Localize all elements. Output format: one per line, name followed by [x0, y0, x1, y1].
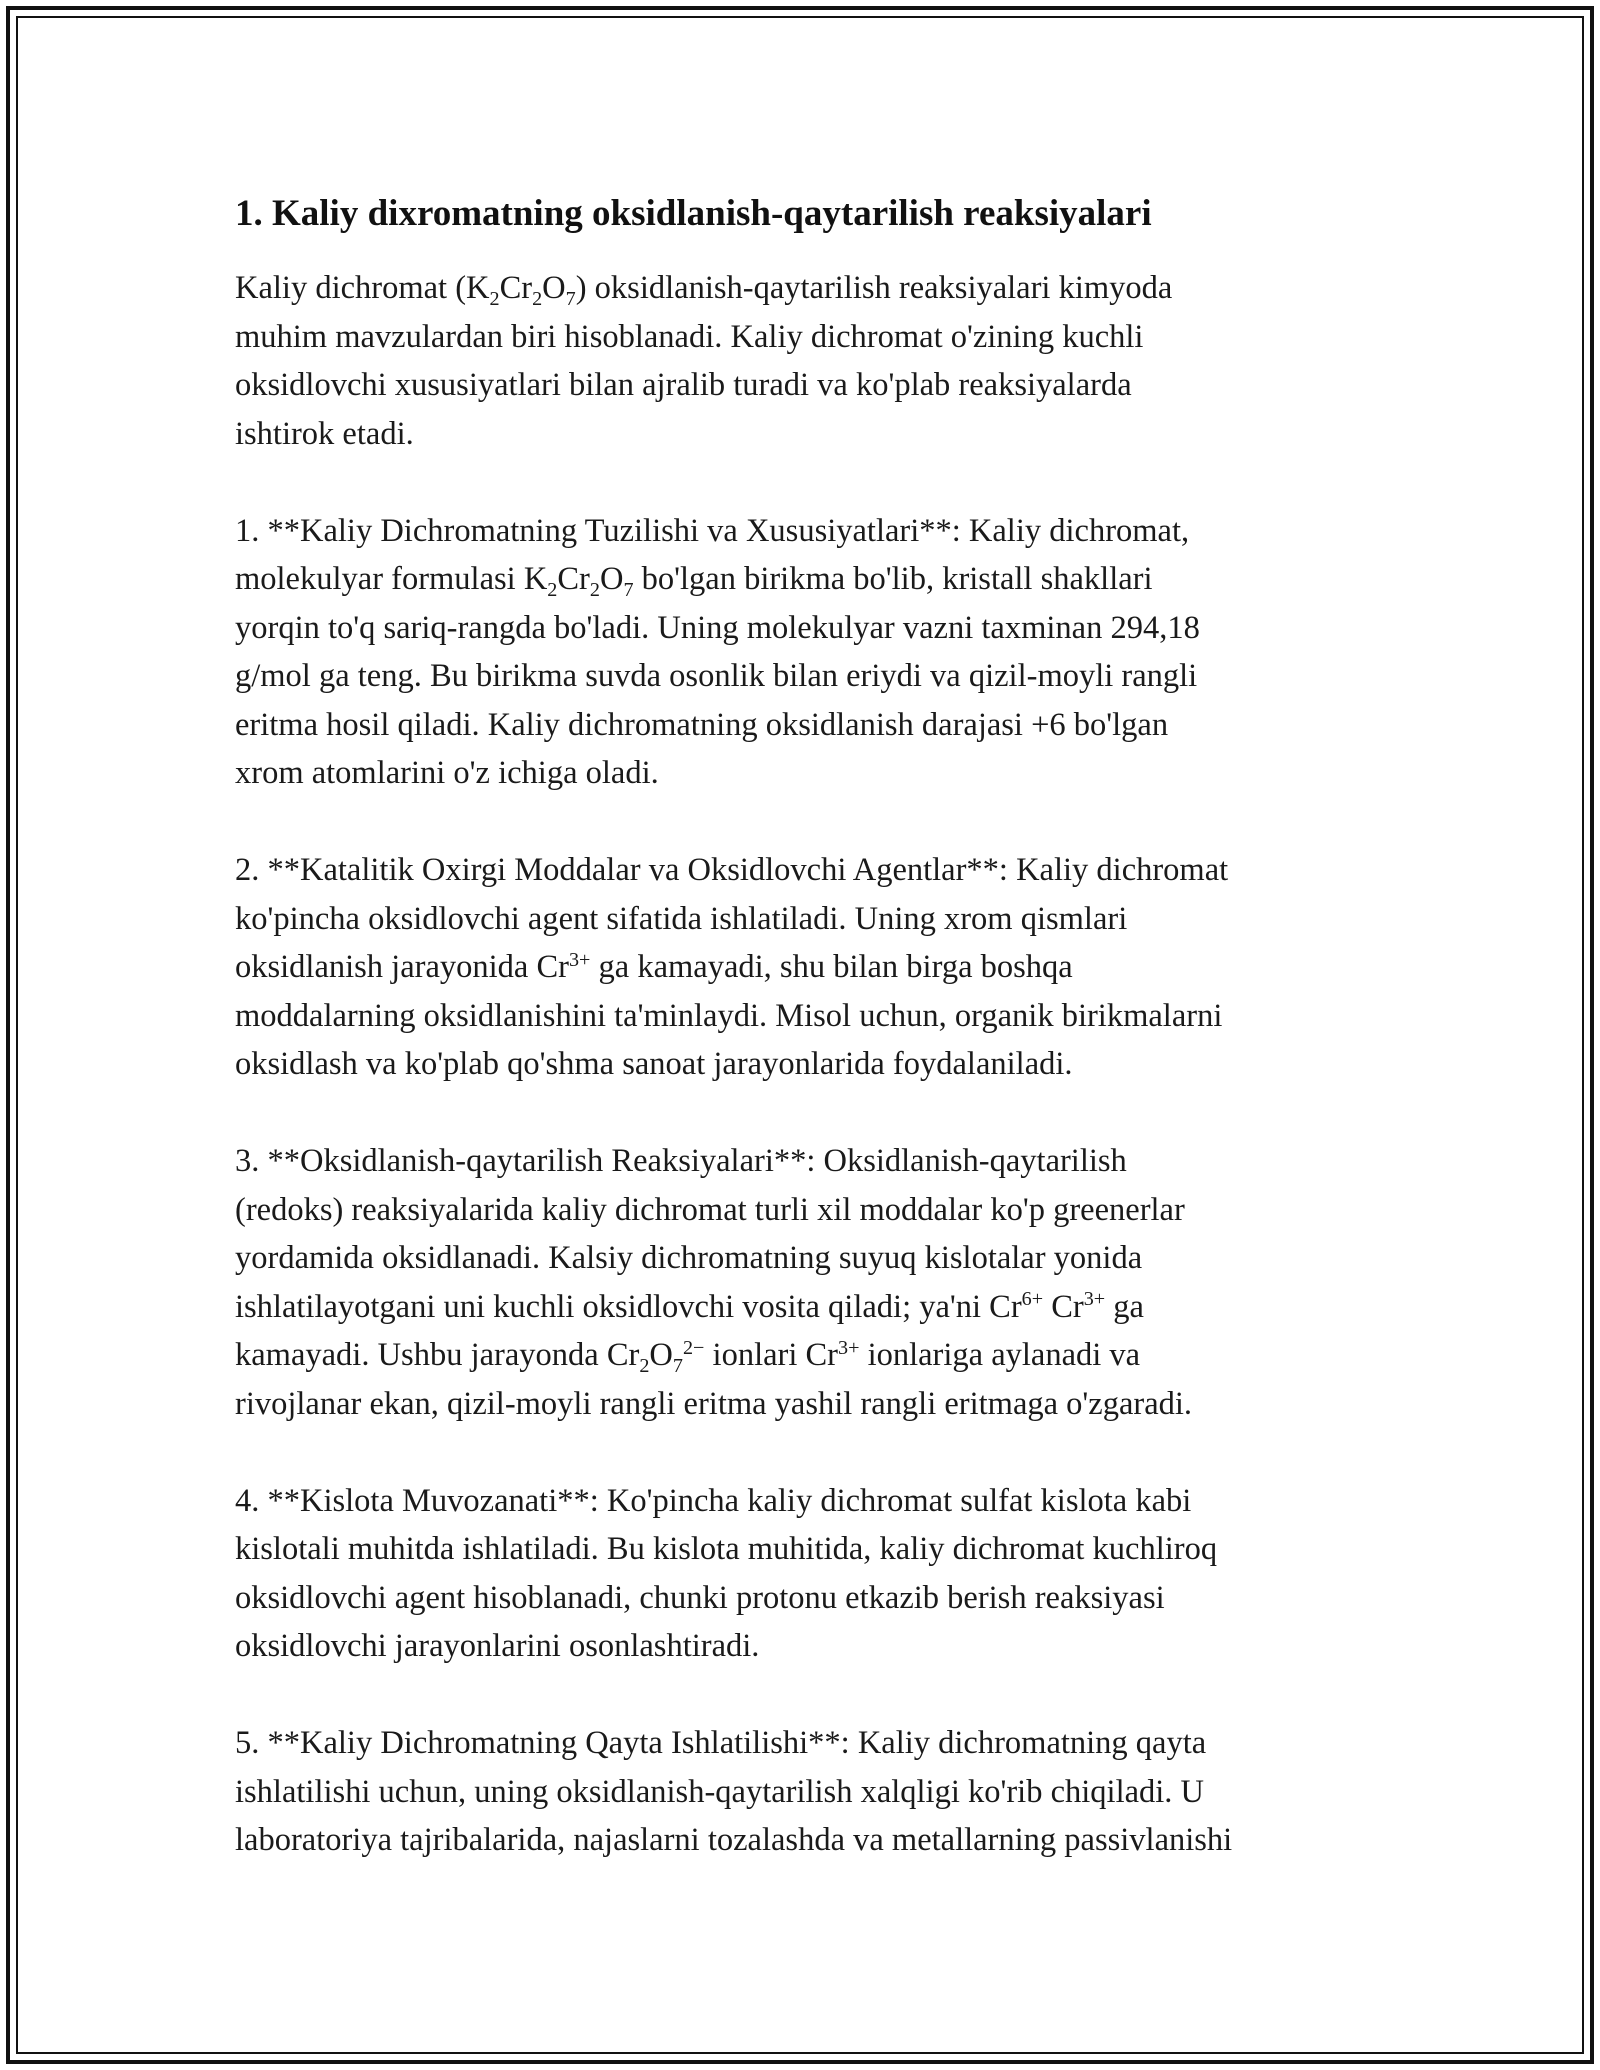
list-item-2 [235, 846, 1375, 1089]
text-line: laboratoriya tajribalarida, najaslarni tozalashda va metallarning passivlanishi [235, 1822, 1233, 1858]
document-title: 1. Kaliy dixromatning oksidlanish-qaytarilish reaksiyalari [235, 193, 1152, 234]
text-line: xrom atomlarini o'z ichiga oladi. [235, 755, 659, 791]
text-line: ko'pincha oksidlovchi agent sifatida ishlatiladi. Uning xrom qismlari [235, 900, 1128, 937]
text-line: oksidlovchi jarayonlarini osonlashtiradi. [235, 1628, 760, 1664]
list-item-5 [235, 1719, 1375, 1865]
list-item-4 [235, 1477, 1375, 1671]
text-line: rivojlanar ekan, qizil-moyli rangli eritma yashil rangli eritmaga o'zgaradi. [235, 1385, 1193, 1422]
list-item-3 [235, 1137, 1375, 1428]
text-line: eritma hosil qiladi. Kaliy dichromatning oksidlanish darajasi +6 bo'lgan [235, 706, 1169, 743]
text-line: ishtirok etadi. [235, 415, 414, 452]
text-line: 1. **Kaliy Dichromatning Tuzilishi va Xususiyatlari**: Kaliy dichromat, [235, 512, 1190, 549]
text-line: oksidlash va ko'plab qo'shma sanoat jarayonlarida foydalaniladi. [235, 1046, 1073, 1082]
text-line: moddalarning oksidlanishini ta'minlaydi. Misol uchun, organik birikmalarni [235, 997, 1223, 1034]
text-line: kamayadi. Ushbu jarayonda $Cr_2O_7^{2-}$ ionlari $Cr^{3+}$ ionlariga aylanadi va [235, 1336, 1141, 1378]
text-line: oksidlanish jarayonida $Cr^{3+}$ ga kamayadi, shu bilan birga boshqa [235, 948, 1073, 985]
text-line: muhim mavzulardan biri hisoblanadi. Kaliy dichromat o'zining kuchli [235, 318, 1144, 355]
text-line: Kaliy dichromat $(K_2Cr_2O_7)$ oksidlanish-qaytarilish reaksiyalari kimyoda [235, 270, 1173, 311]
text-line: 4. **Kislota Muvozanati**: Ko'pincha kaliy dichromat sulfat kislota kabi [235, 1482, 1192, 1519]
text-line: g/mol ga teng. Bu birikma suvda osonlik bilan eriydi va qizil-moyli rangli [235, 658, 1198, 694]
intro-paragraph [235, 264, 1375, 458]
text-line: yordamida oksidlanadi. Kalsiy dichromatning suyuq kislotalar yonida [235, 1240, 1143, 1276]
text-line: molekulyar formulasi $K_2Cr_2O_7$ bo'lgan birikma bo'lib, kristall shakllari [235, 561, 1153, 602]
text-line: 5. **Kaliy Dichromatning Qayta Ishlatilishi**: Kaliy dichromatning qayta [235, 1725, 1207, 1761]
text-line: oksidlovchi agent hisoblanadi, chunki protonu etkazib berish reaksiyasi [235, 1579, 1165, 1616]
text-line: oksidlovchi xususiyatlari bilan ajralib turadi va ko'plab reaksiyalarda [235, 367, 1132, 403]
text-line: (redoks) reaksiyalarida kaliy dichromat turli xil moddalar ko'p greenerlar [235, 1191, 1185, 1228]
text-line: ishlatilayotgani uni kuchli oksidlovchi vosita qiladi; ya'ni $Cr^{6+}$ $Cr^{3+}$ ga [235, 1288, 1144, 1325]
text-line: 2. **Katalitik Oxirgi Moddalar va Oksidlovchi Agentlar**: Kaliy dichromat [235, 852, 1229, 888]
text-line: kislotali muhitda ishlatiladi. Bu kislota muhitida, kaliy dichromat kuchliroq [235, 1531, 1218, 1567]
list-item-1 [235, 507, 1375, 798]
document-body [235, 190, 1375, 1913]
text-line: 3. **Oksidlanish-qaytarilish Reaksiyalari**: Oksidlanish-qaytarilish [235, 1143, 1127, 1179]
text-line: yorqin to'q sariq-rangda bo'ladi. Uning molekulyar vazni taxminan 294,18 [235, 609, 1200, 646]
text-line: ishlatilishi uchun, uning oksidlanish-qaytarilish xalqligi ko'rib chiqiladi. U [235, 1773, 1205, 1810]
